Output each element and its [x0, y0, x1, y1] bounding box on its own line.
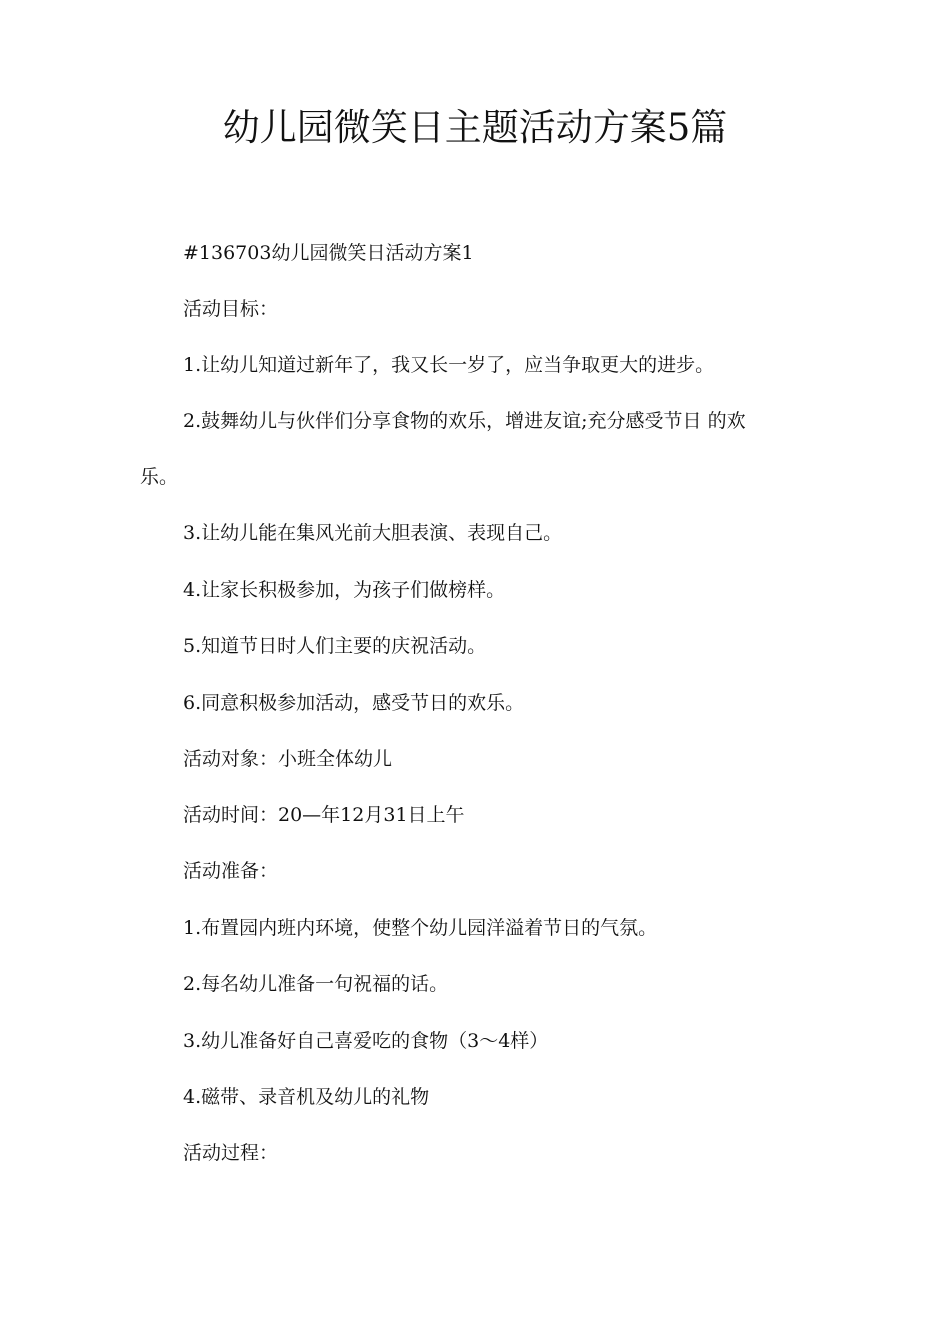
- paragraph-line: 3.幼儿准备好自己喜爱吃的食物（3〜4样）: [183, 1030, 549, 1052]
- paragraph-line: 6.同意积极参加活动，感受节日的欢乐。: [183, 692, 525, 714]
- paragraph-line: 1.布置园内班内环境，使整个幼儿园洋溢着节日的气氛。: [183, 917, 658, 939]
- paragraph-line: 4.磁带、录音机及幼儿的礼物: [183, 1086, 430, 1108]
- document-title: 幼儿园微笑日主题活动方案5篇: [222, 106, 728, 149]
- paragraph-line: 活动过程：: [183, 1142, 279, 1164]
- paragraph-line: 活动准备：: [183, 860, 279, 882]
- paragraph-line: 2.鼓舞幼儿与伙伴们分享食物的欢乐，增进友谊;充分感受节日 的欢: [183, 410, 746, 432]
- paragraph-line: 3.让幼儿能在集风光前大胆表演、表现自己。: [183, 522, 563, 544]
- paragraph-line: 4.让家长积极参加，为孩子们做榜样。: [183, 579, 506, 601]
- paragraph-line: 活动目标：: [183, 298, 279, 320]
- section-heading: #136703幼儿园微笑日活动方案1: [183, 242, 474, 264]
- paragraph-line-continued: 乐。: [140, 466, 179, 488]
- paragraph-line: 5.知道节日时人们主要的庆祝活动。: [183, 635, 487, 657]
- paragraph-line: 2.每名幼儿准备一句祝福的话。: [183, 973, 449, 995]
- paragraph-line: 1.让幼儿知道过新年了，我又长一岁了，应当争取更大的进步。: [183, 354, 715, 376]
- paragraph-line: 活动对象：小班全体幼儿: [183, 748, 393, 770]
- paragraph-line: 活动时间：20—年12月31日上午: [183, 804, 465, 826]
